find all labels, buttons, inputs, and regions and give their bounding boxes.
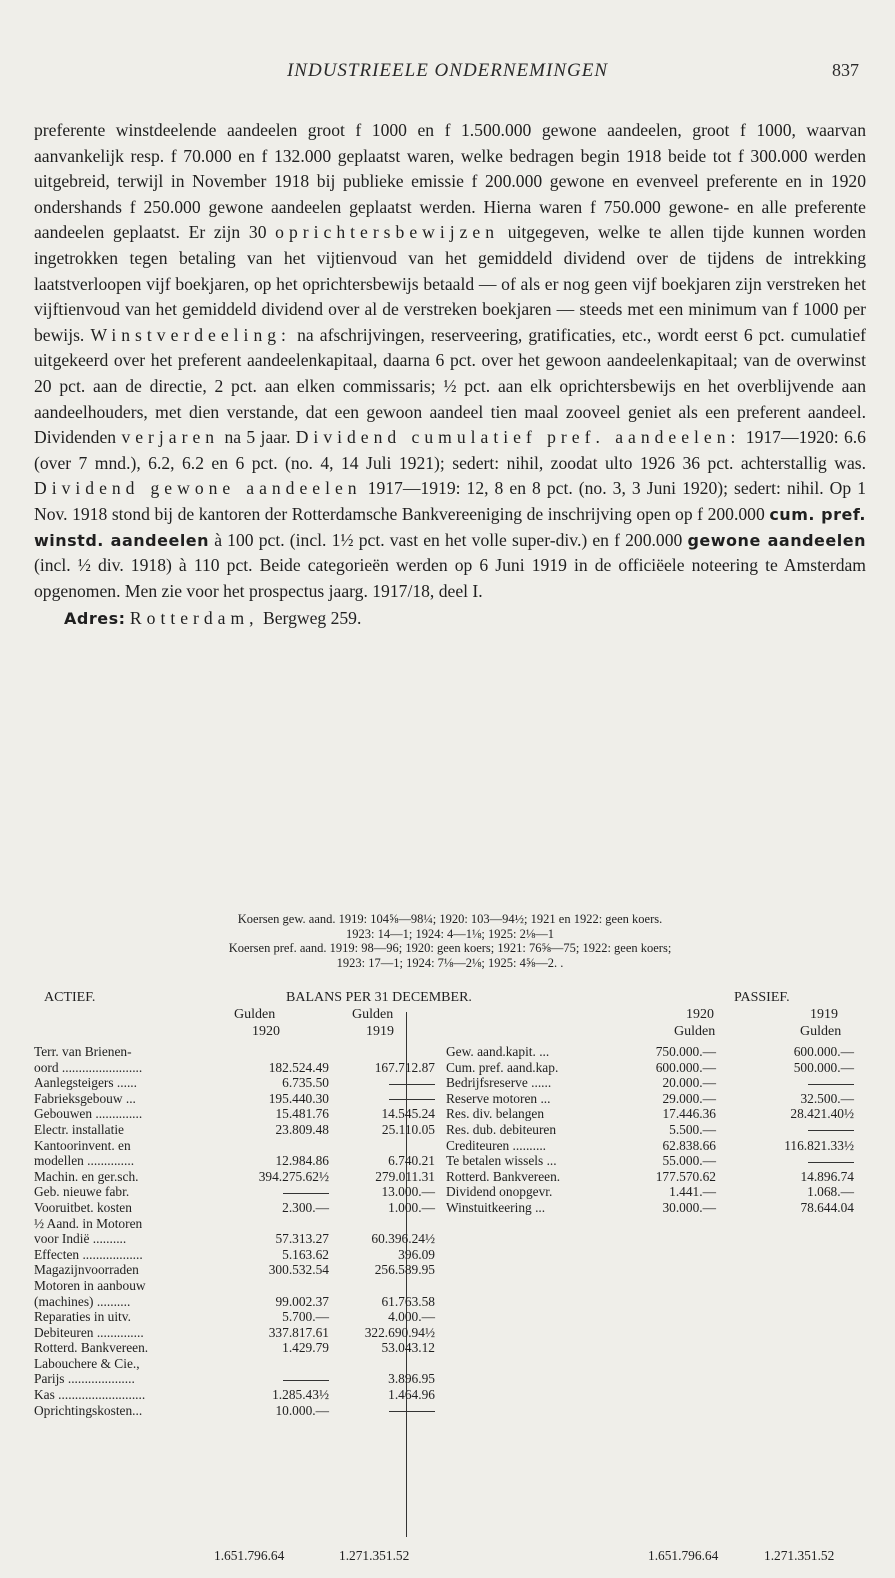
amount-1919 xyxy=(734,1075,854,1091)
amount-1919: 14.896.74 xyxy=(800,1168,854,1184)
amount-1919: 32.500.— xyxy=(800,1090,854,1106)
total-passief-1919: 1.271.351.52 xyxy=(764,1548,835,1563)
actief-currency-1919: Gulden xyxy=(352,1007,394,1022)
total-actief-1920: 1.651.796.64 xyxy=(214,1548,285,1563)
row-description: Electr. installatie xyxy=(34,1121,124,1137)
balance-row xyxy=(34,1044,866,1060)
amount-1920: 23.809.48 xyxy=(275,1121,329,1137)
amount-1920: 62.838.66 xyxy=(662,1137,716,1153)
text-dividend-gewone: 1917—1919: 12, 8 en 8 pct. (no. 3, 3 Juni 1920); sedert: nihil. Op 1 Nov. 1918 stond bij de kantoren der Rotterdamsche Bankvereeniging de inschrijving open op f 200.000 xyxy=(34,478,866,524)
amount-1919: 256.589.95 xyxy=(374,1262,435,1278)
amount-1920: 177.570.62 xyxy=(655,1168,716,1184)
amount-1920: 17.446.36 xyxy=(662,1106,716,1122)
text-dividend-pref: 1917—1920: 6.6 (over 7 mnd.), 6.2, 6.2 en 6 pct. (no. 4, 14 Juli 1921); sedert: nihil, zoodat ulto 1926 36 pct. achterstallig was. xyxy=(34,427,866,473)
text-capital: preferente winstdeelende aandeelen groot f 1000 en f 1.500.000 gewone aandeelen, groot f 1000, waarvan aanvankelijk resp. f 70.000 en f 132.000 geplaatst waren, welke bedragen begin 1918 beide tot f 300.000 werden uitgebreid, terwijl in November 1918 bij publieke emissie f 200.000 gewone en evenveel preferente en in 1920 ondershands f 250.000 gewone aandeelen geplaatst werden. Hierna waren f 750.000 gewone- en alle preferente aandeelen geplaatst. Er zijn 30 xyxy=(34,120,866,243)
row-description: Magazijnvoorraden xyxy=(34,1262,139,1278)
balance-title: BALANS PER 31 DECEMBER. xyxy=(286,990,472,1005)
balance-row xyxy=(34,1138,866,1154)
amount-1920 xyxy=(246,1371,329,1387)
balance-row xyxy=(34,1356,866,1372)
amount-1920: 5.163.62 xyxy=(282,1246,329,1262)
text-oprichtersbewijzen: oprichtersbewijzen xyxy=(275,222,500,243)
row-description: Crediteuren .......... xyxy=(446,1137,547,1153)
balance-row xyxy=(34,1403,866,1419)
actief-year-1920: 1920 xyxy=(252,1024,280,1039)
row-description: Machin. en ger.sch. xyxy=(34,1168,139,1184)
empty-dash xyxy=(389,1411,435,1412)
amount-1920: 1.429.79 xyxy=(282,1340,329,1356)
amount-1919: 53.043.12 xyxy=(381,1340,435,1356)
row-description: oord ........................ xyxy=(34,1059,143,1075)
total-actief-1919: 1.271.351.52 xyxy=(339,1548,410,1563)
row-description: Gebouwen .............. xyxy=(34,1106,143,1122)
row-description: Terr. van Brienen- xyxy=(34,1044,132,1059)
paragraph-capital xyxy=(34,118,866,604)
amount-1919: 4.000.— xyxy=(388,1309,435,1325)
row-description: Vooruitbet. kosten xyxy=(34,1199,132,1215)
amount-1919: 116.821.33½ xyxy=(784,1137,854,1153)
running-title: INDUSTRIEELE ONDERNEMINGEN xyxy=(286,60,608,81)
row-description: Geb. nieuwe fabr. xyxy=(34,1184,130,1200)
amount-1919: 600.000.— xyxy=(793,1044,854,1059)
amount-1919: 28.421.40½ xyxy=(790,1106,854,1122)
amount-1920: 15.481.76 xyxy=(275,1106,329,1122)
koersen-pref-line2: 1923: 17—1; 1924: 7⅛—2⅛; 1925: 4⅝—2. . xyxy=(336,955,564,970)
label-verjaren: verjaren xyxy=(121,427,220,448)
row-description: Motoren in aanbouw xyxy=(34,1277,146,1293)
amount-1920: 55.000.— xyxy=(662,1153,716,1169)
balance-row xyxy=(34,1371,866,1387)
row-description: Kantoorinvent. en xyxy=(34,1137,131,1153)
label-winstverdeeling: Winstverdeeling: xyxy=(90,324,291,345)
amount-1920: 99.002.37 xyxy=(275,1293,329,1309)
text-noteering: (incl. ½ div. 1918) à 110 pct. Beide categorieën werden op 6 Juni 1919 in de officiëele noteering te Amsterdam opgenomen. Men zie voor het prospectus jaarg. 1917/18, deel I. xyxy=(34,555,866,601)
balance-row xyxy=(34,1106,866,1122)
amount-1919: 167.712.87 xyxy=(374,1059,435,1075)
amount-1919: 13.000.— xyxy=(381,1184,435,1200)
text-intrekking: uitgegeven, welke te allen tijde kunnen worden ingetrokken tegen betaling van het vijtienvoud van het gemiddeld dividend over de tijdens de intrekking laatstverloopen vijf boekjaren, op het oprichtersbewijs betaald — of als er nog geen vijf boekjaren zijn verstreken het vijftienvoud van het gemiddeld dividend over al de verstreken boekjaren — steeds met een minimum van f 1000 per bewijs. xyxy=(34,222,866,345)
row-description: Te betalen wissels ... xyxy=(446,1153,557,1169)
amount-1919: 500.000.— xyxy=(793,1059,854,1075)
amount-1919: 78.644.04 xyxy=(800,1199,854,1215)
label-cum-pref-aandeelen: cum. pref. winstd. aandeelen xyxy=(34,504,867,550)
passief-currency-1920: Gulden xyxy=(674,1024,716,1039)
balance-row xyxy=(34,1060,866,1076)
balance-row xyxy=(34,1294,866,1310)
amount-1919: 14.545.24 xyxy=(381,1106,435,1122)
koersen-block xyxy=(34,912,866,970)
row-description: Effecten .................. xyxy=(34,1246,143,1262)
row-description: Reparaties in uitv. xyxy=(34,1309,131,1325)
koersen-gew-line2: 1923: 14—1; 1924: 4—1⅛; 1925: 2⅛—1 xyxy=(346,926,554,941)
row-description: Labouchere & Cie., xyxy=(34,1355,140,1371)
amount-1920: 182.524.49 xyxy=(268,1059,329,1075)
empty-dash xyxy=(283,1380,329,1381)
passief-label: PASSIEF. xyxy=(734,990,790,1005)
balance-row xyxy=(34,1075,866,1091)
balance-row xyxy=(34,1216,866,1232)
address-city: Rotterdam, xyxy=(129,608,259,629)
amount-1919: 6.740.21 xyxy=(388,1153,435,1169)
address-street: Bergweg 259. xyxy=(262,608,362,629)
row-description: modellen .............. xyxy=(34,1153,135,1169)
row-description: Aanlegsteigers ...... xyxy=(34,1075,138,1091)
amount-1920: 29.000.— xyxy=(662,1090,716,1106)
amount-1920: 600.000.— xyxy=(655,1059,716,1075)
amount-1920: 1.441.— xyxy=(669,1184,716,1200)
row-description: Gew. aand.kapit. ... xyxy=(446,1044,550,1059)
balance-row xyxy=(34,1325,866,1341)
label-gewone-aandeelen: gewone aandeelen xyxy=(687,530,866,550)
row-description: Winstuitkeering ... xyxy=(446,1199,546,1215)
row-description: Dividend onopgevr. xyxy=(446,1184,553,1200)
amount-1919 xyxy=(734,1153,854,1169)
amount-1920: 12.984.86 xyxy=(275,1153,329,1169)
amount-1920: 5.700.— xyxy=(282,1309,329,1325)
row-description: Debiteuren .............. xyxy=(34,1324,144,1340)
amount-1919 xyxy=(734,1122,854,1138)
balance-row xyxy=(34,1278,866,1294)
balance-row xyxy=(34,1169,866,1185)
empty-dash xyxy=(808,1162,854,1163)
row-description: Res. dub. debiteuren xyxy=(446,1121,557,1137)
amount-1919: 322.690.94½ xyxy=(364,1324,435,1340)
amount-1920: 2.300.— xyxy=(282,1199,329,1215)
address-line xyxy=(34,606,866,632)
passief-currency-1919: Gulden xyxy=(800,1024,842,1039)
row-description: Reserve motoren ... xyxy=(446,1090,551,1106)
row-description: (machines) .......... xyxy=(34,1293,131,1309)
amount-1919: 25.110.05 xyxy=(381,1121,435,1137)
row-description: ½ Aand. in Motoren xyxy=(34,1215,143,1231)
actief-year-1919: 1919 xyxy=(366,1024,394,1039)
amount-1919: 3.896.95 xyxy=(388,1371,435,1387)
amount-1920: 300.532.54 xyxy=(268,1262,329,1278)
amount-1919: 61.763.58 xyxy=(381,1293,435,1309)
passief-year-1919: 1919 xyxy=(810,1007,838,1022)
balance-row xyxy=(34,1122,866,1138)
koersen-gew-line1: Koersen gew. aand. 1919: 104⅝—98¼; 1920: 103—94½; 1921 en 1922: geen koers. xyxy=(237,912,663,926)
passief-year-1920: 1920 xyxy=(686,1007,714,1022)
amount-1919: 279.011.31 xyxy=(375,1168,435,1184)
balance-row xyxy=(34,1200,866,1216)
row-description: Rotterd. Bankvereen. xyxy=(34,1340,149,1356)
balance-row xyxy=(34,1247,866,1263)
row-description: Res. div. belangen xyxy=(446,1106,545,1122)
amount-1919: 1.068.— xyxy=(807,1184,854,1200)
balance-row xyxy=(34,1387,866,1403)
label-adres: Adres: xyxy=(64,609,126,629)
empty-dash xyxy=(808,1084,854,1085)
amount-1919: 60.396.24½ xyxy=(371,1231,435,1247)
balance-row xyxy=(34,1340,866,1356)
total-passief-1920: 1.651.796.64 xyxy=(648,1548,719,1563)
balance-row xyxy=(34,1309,866,1325)
balance-row xyxy=(34,1091,866,1107)
balance-row xyxy=(34,1153,866,1169)
label-dividend-cum-pref: Dividend cumulatief pref. aandeelen: xyxy=(295,427,741,448)
balance-row xyxy=(34,1184,866,1200)
balance-row xyxy=(34,1231,866,1247)
amount-1919: 1.000.— xyxy=(388,1199,435,1215)
amount-1919 xyxy=(339,1403,435,1419)
amount-1920: 10.000.— xyxy=(275,1402,329,1418)
amount-1920: 20.000.— xyxy=(662,1075,716,1091)
amount-1920: 57.313.27 xyxy=(275,1231,329,1247)
row-description: voor Indië .......... xyxy=(34,1231,127,1247)
amount-1920: 337.817.61 xyxy=(268,1324,329,1340)
row-description: Rotterd. Bankvereen. xyxy=(446,1168,561,1184)
company-description xyxy=(34,118,866,632)
actief-label: ACTIEF. xyxy=(44,990,96,1005)
text-emissie: à 100 pct. (incl. 1½ pct. vast en het volle super-div.) en f 200.000 xyxy=(214,529,683,550)
amount-1920: 30.000.— xyxy=(662,1199,716,1215)
row-description: Parijs .................... xyxy=(34,1371,135,1387)
row-description: Oprichtingskosten... xyxy=(34,1402,143,1418)
amount-1920: 195.440.30 xyxy=(268,1090,329,1106)
row-description: Bedrijfsreserve ...... xyxy=(446,1075,552,1091)
row-description: Cum. pref. aand.kap. xyxy=(446,1059,559,1075)
amount-1920: 5.500.— xyxy=(669,1121,716,1137)
empty-dash xyxy=(808,1130,854,1131)
amount-1920: 394.275.62½ xyxy=(258,1168,329,1184)
amount-1920: 750.000.— xyxy=(655,1044,716,1059)
label-dividend-gewone: Dividend gewone aandeelen xyxy=(34,478,362,499)
amount-1919: 396.09 xyxy=(398,1246,435,1262)
amount-1920: 6.735.50 xyxy=(282,1075,329,1091)
page-number: 837 xyxy=(832,60,859,80)
row-description: Kas .......................... xyxy=(34,1387,146,1403)
actief-currency-1920: Gulden xyxy=(234,1007,276,1022)
text-winstverdeeling: na afschrijvingen, reserveering, gratificaties, etc., wordt eerst 6 pct. cumulatief uitgekeerd over het preferent aandeelenkapitaal, daarna 6 pct. over het gewoon aandeelenkapitaal; van de overwinst 20 pct. aan de directie, 2 pct. aan elken commissaris; ½ pct. aan elk oprichtersbewijs en het overblijvende aan aandeelhouders, met dien verstande, dat een gewoon aandeel tien maal zooveel geniet als een preferent aandeel. Dividenden xyxy=(34,324,866,448)
balance-row xyxy=(34,1262,866,1278)
text-verjaren: na 5 jaar. xyxy=(224,427,291,448)
amount-1919: 1.464.96 xyxy=(388,1387,435,1403)
passief-table xyxy=(34,1044,866,1216)
koersen-pref-line1: Koersen pref. aand. 1919: 98—96; 1920: geen koers; 1921: 76⅝—75; 1922: geen koers; xyxy=(228,941,672,955)
amount-1920: 1.285.43½ xyxy=(272,1387,329,1403)
row-description: Fabrieksgebouw ... xyxy=(34,1090,136,1106)
